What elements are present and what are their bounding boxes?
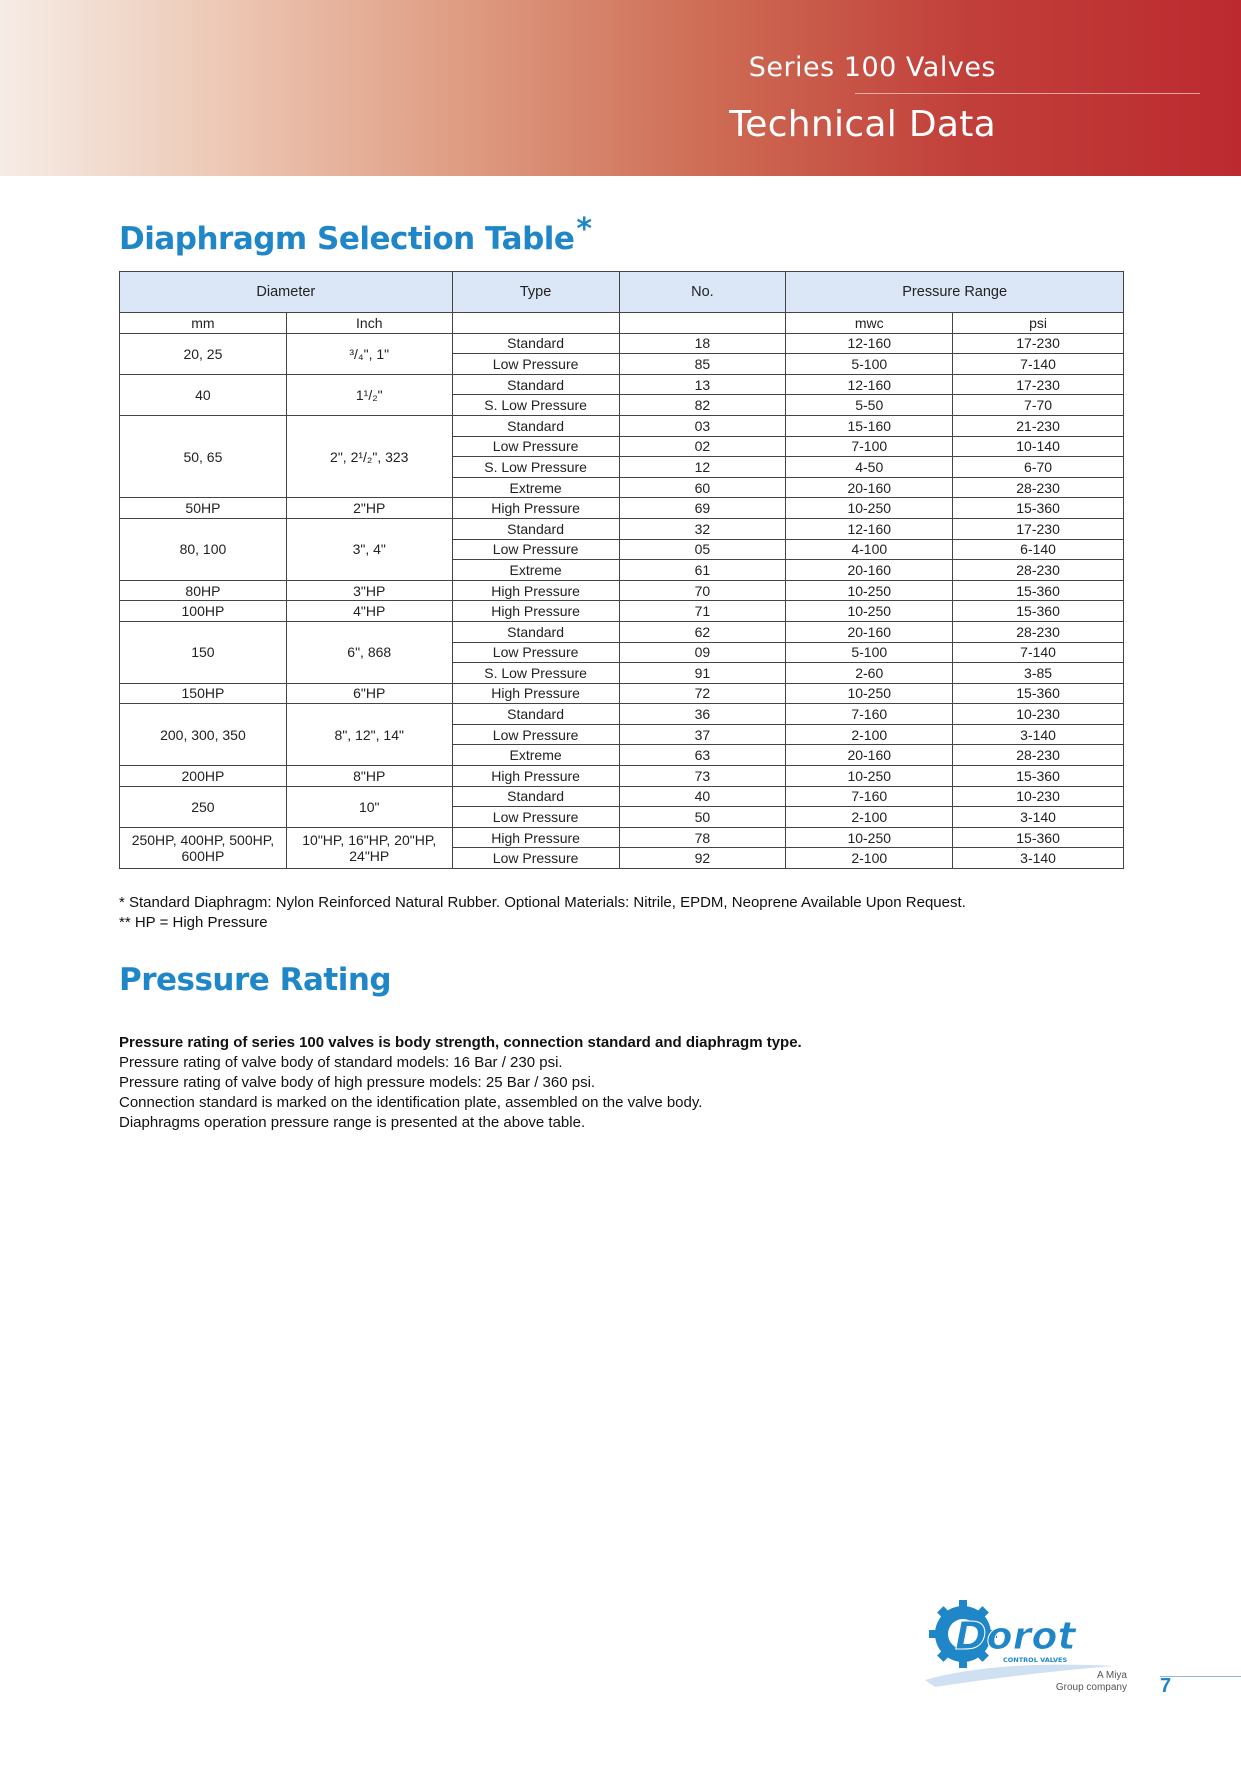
cell-no: 63 xyxy=(619,745,786,766)
cell-psi: 28-230 xyxy=(953,621,1124,642)
cell-diameter-mm: 80, 100 xyxy=(120,518,287,580)
cell-diameter-inch: 1¹/₂" xyxy=(286,374,452,415)
header-type: Type xyxy=(452,272,619,313)
cell-diameter-mm: 200, 300, 350 xyxy=(120,704,287,766)
cell-type: Low Pressure xyxy=(452,539,619,560)
cell-psi: 15-360 xyxy=(953,498,1124,519)
table-row xyxy=(120,580,1124,601)
company-line-1: A Miya xyxy=(1096,1670,1127,1681)
rating-lead: Pressure rating of series 100 valves is body strength, connection standard and diaphragm type. xyxy=(119,1034,802,1051)
cell-diameter-mm: 200HP xyxy=(120,766,287,787)
cell-no: 02 xyxy=(619,436,786,457)
cell-type: High Pressure xyxy=(452,766,619,787)
cell-type: Standard xyxy=(452,518,619,539)
cell-no: 03 xyxy=(619,415,786,436)
cell-diameter-mm: 80HP xyxy=(120,580,287,601)
cell-mwc: 20-160 xyxy=(786,560,953,581)
cell-diameter-inch: 6", 868 xyxy=(286,621,452,683)
cell-diameter-mm: 250HP, 400HP, 500HP, 600HP xyxy=(120,827,287,868)
cell-mwc: 10-250 xyxy=(786,601,953,622)
cell-no: 78 xyxy=(619,827,786,848)
cell-psi: 21-230 xyxy=(953,415,1124,436)
cell-no: 18 xyxy=(619,333,786,354)
cell-diameter-inch: 6"HP xyxy=(286,683,452,704)
cell-mwc: 5-100 xyxy=(786,354,953,375)
cell-no: 05 xyxy=(619,539,786,560)
page-title: Technical Data xyxy=(729,104,996,145)
note-hp-definition: ** HP = High Pressure xyxy=(119,914,268,931)
cell-diameter-inch: ³/₄", 1" xyxy=(286,333,452,374)
cell-mwc: 20-160 xyxy=(786,621,953,642)
cell-psi: 3-140 xyxy=(953,724,1124,745)
cell-no: 13 xyxy=(619,374,786,395)
table-row xyxy=(120,518,1124,539)
cell-diameter-mm: 150HP xyxy=(120,683,287,704)
cell-mwc: 12-160 xyxy=(786,518,953,539)
cell-type: Standard xyxy=(452,415,619,436)
cell-no: 12 xyxy=(619,457,786,478)
cell-type: Standard xyxy=(452,786,619,807)
cell-psi: 28-230 xyxy=(953,745,1124,766)
table-row xyxy=(120,683,1124,704)
cell-mwc: 15-160 xyxy=(786,415,953,436)
cell-diameter-mm: 250 xyxy=(120,786,287,827)
table-row xyxy=(120,415,1124,436)
cell-no: 60 xyxy=(619,477,786,498)
cell-no: 69 xyxy=(619,498,786,519)
cell-no: 91 xyxy=(619,663,786,684)
unit-mwc: mwc xyxy=(786,313,953,334)
series-title: Series 100 Valves xyxy=(748,52,996,83)
company-line xyxy=(1025,1670,1127,1694)
cell-type: Low Pressure xyxy=(452,724,619,745)
cell-psi: 15-360 xyxy=(953,601,1124,622)
cell-type: S. Low Pressure xyxy=(452,457,619,478)
cell-diameter-inch: 3", 4" xyxy=(286,518,452,580)
cell-mwc: 7-160 xyxy=(786,786,953,807)
unit-psi: psi xyxy=(953,313,1124,334)
cell-mwc: 10-250 xyxy=(786,498,953,519)
table-row xyxy=(120,498,1124,519)
cell-mwc: 4-50 xyxy=(786,457,953,478)
cell-psi: 6-140 xyxy=(953,539,1124,560)
cell-type: Low Pressure xyxy=(452,354,619,375)
cell-diameter-inch: 10"HP, 16"HP, 20"HP, 24"HP xyxy=(286,827,452,868)
cell-mwc: 4-100 xyxy=(786,539,953,560)
cell-type: High Pressure xyxy=(452,827,619,848)
cell-psi: 17-230 xyxy=(953,518,1124,539)
cell-type: Standard xyxy=(452,704,619,725)
cell-mwc: 12-160 xyxy=(786,333,953,354)
cell-type: High Pressure xyxy=(452,580,619,601)
cell-diameter-inch: 2", 2¹/₂", 323 xyxy=(286,415,452,497)
cell-psi: 7-140 xyxy=(953,642,1124,663)
cell-psi: 6-70 xyxy=(953,457,1124,478)
table-row xyxy=(120,827,1124,848)
cell-mwc: 5-100 xyxy=(786,642,953,663)
cell-mwc: 10-250 xyxy=(786,580,953,601)
cell-mwc: 10-250 xyxy=(786,683,953,704)
note-standard-diaphragm: * Standard Diaphragm: Nylon Reinforced Natural Rubber. Optional Materials: Nitrile, EPDM, Neoprene Available Upon Request. xyxy=(119,894,966,911)
cell-no: 61 xyxy=(619,560,786,581)
cell-psi: 15-360 xyxy=(953,683,1124,704)
table-notes xyxy=(119,893,966,933)
diaphragm-table-title xyxy=(119,212,592,257)
header-no: No. xyxy=(619,272,786,313)
cell-type: S. Low Pressure xyxy=(452,395,619,416)
cell-mwc: 10-250 xyxy=(786,766,953,787)
cell-no: 50 xyxy=(619,807,786,828)
table-row xyxy=(120,621,1124,642)
cell-no: 71 xyxy=(619,601,786,622)
cell-psi: 28-230 xyxy=(953,560,1124,581)
pressure-rating-text xyxy=(119,1033,802,1133)
company-line-2: Group company xyxy=(1055,1682,1127,1693)
cell-mwc: 20-160 xyxy=(786,477,953,498)
rating-line-connection: Connection standard is marked on the identification plate, assembled on the valve body. xyxy=(119,1094,703,1111)
logo-tagline: CONTROL VALVES xyxy=(1003,1656,1068,1664)
cell-type: Low Pressure xyxy=(452,642,619,663)
header-pressure-range: Pressure Range xyxy=(786,272,1124,313)
cell-psi: 7-140 xyxy=(953,354,1124,375)
cell-psi: 3-140 xyxy=(953,807,1124,828)
cell-psi: 10-230 xyxy=(953,704,1124,725)
cell-diameter-mm: 100HP xyxy=(120,601,287,622)
cell-type: Low Pressure xyxy=(452,848,619,869)
cell-no: 72 xyxy=(619,683,786,704)
title-asterisk: * xyxy=(576,212,592,247)
cell-diameter-inch: 8", 12", 14" xyxy=(286,704,452,766)
header-banner xyxy=(0,0,1241,176)
cell-mwc: 2-60 xyxy=(786,663,953,684)
cell-mwc: 12-160 xyxy=(786,374,953,395)
cell-mwc: 2-100 xyxy=(786,848,953,869)
header-divider xyxy=(855,93,1200,94)
cell-type: Extreme xyxy=(452,745,619,766)
diaphragm-selection-table xyxy=(119,271,1124,869)
table-row xyxy=(120,766,1124,787)
cell-psi: 28-230 xyxy=(953,477,1124,498)
cell-diameter-mm: 50HP xyxy=(120,498,287,519)
cell-mwc: 7-100 xyxy=(786,436,953,457)
cell-psi: 7-70 xyxy=(953,395,1124,416)
cell-no: 73 xyxy=(619,766,786,787)
cell-type: Standard xyxy=(452,333,619,354)
cell-psi: 17-230 xyxy=(953,374,1124,395)
cell-no: 37 xyxy=(619,724,786,745)
cell-psi: 15-360 xyxy=(953,766,1124,787)
table-row xyxy=(120,374,1124,395)
unit-type-empty xyxy=(452,313,619,334)
cell-no: 82 xyxy=(619,395,786,416)
cell-diameter-mm: 20, 25 xyxy=(120,333,287,374)
cell-no: 40 xyxy=(619,786,786,807)
unit-mm: mm xyxy=(120,313,287,334)
cell-mwc: 2-100 xyxy=(786,724,953,745)
cell-diameter-inch: 3"HP xyxy=(286,580,452,601)
table-row xyxy=(120,704,1124,725)
table-row xyxy=(120,333,1124,354)
table-row xyxy=(120,786,1124,807)
cell-type: Standard xyxy=(452,621,619,642)
cell-no: 36 xyxy=(619,704,786,725)
cell-psi: 3-140 xyxy=(953,848,1124,869)
unit-no-empty xyxy=(619,313,786,334)
cell-no: 32 xyxy=(619,518,786,539)
cell-no: 92 xyxy=(619,848,786,869)
cell-psi: 17-230 xyxy=(953,333,1124,354)
cell-psi: 10-230 xyxy=(953,786,1124,807)
cell-no: 70 xyxy=(619,580,786,601)
cell-type: High Pressure xyxy=(452,683,619,704)
cell-type: Extreme xyxy=(452,477,619,498)
diaphragm-table-title-text: Diaphragm Selection Table xyxy=(119,221,575,257)
table-row xyxy=(120,601,1124,622)
cell-diameter-mm: 50, 65 xyxy=(120,415,287,497)
cell-mwc: 20-160 xyxy=(786,745,953,766)
header-diameter: Diameter xyxy=(120,272,453,313)
cell-diameter-mm: 150 xyxy=(120,621,287,683)
cell-psi: 15-360 xyxy=(953,827,1124,848)
cell-type: Standard xyxy=(452,374,619,395)
cell-diameter-inch: 8"HP xyxy=(286,766,452,787)
cell-type: Extreme xyxy=(452,560,619,581)
page-number: 7 xyxy=(1160,1675,1172,1697)
cell-type: Low Pressure xyxy=(452,807,619,828)
footer-divider xyxy=(1160,1676,1241,1677)
rating-line-high-pressure: Pressure rating of valve body of high pressure models: 25 Bar / 360 psi. xyxy=(119,1074,596,1091)
cell-mwc: 2-100 xyxy=(786,807,953,828)
cell-diameter-inch: 2"HP xyxy=(286,498,452,519)
cell-psi: 15-360 xyxy=(953,580,1124,601)
cell-type: S. Low Pressure xyxy=(452,663,619,684)
cell-diameter-inch: 10" xyxy=(286,786,452,827)
cell-mwc: 5-50 xyxy=(786,395,953,416)
rating-line-diaphragms: Diaphragms operation pressure range is presented at the above table. xyxy=(119,1114,586,1131)
cell-diameter-mm: 40 xyxy=(120,374,287,415)
cell-type: High Pressure xyxy=(452,498,619,519)
cell-psi: 3-85 xyxy=(953,663,1124,684)
cell-diameter-inch: 4"HP xyxy=(286,601,452,622)
pressure-rating-title: Pressure Rating xyxy=(119,962,392,998)
cell-no: 09 xyxy=(619,642,786,663)
cell-no: 85 xyxy=(619,354,786,375)
cell-no: 62 xyxy=(619,621,786,642)
cell-mwc: 7-160 xyxy=(786,704,953,725)
cell-psi: 10-140 xyxy=(953,436,1124,457)
cell-type: Low Pressure xyxy=(452,436,619,457)
cell-mwc: 10-250 xyxy=(786,827,953,848)
cell-type: High Pressure xyxy=(452,601,619,622)
unit-inch: Inch xyxy=(286,313,452,334)
rating-line-standard: Pressure rating of valve body of standard models: 16 Bar / 230 psi. xyxy=(119,1054,563,1071)
logo-wordmark: Dorot xyxy=(955,1614,1076,1658)
